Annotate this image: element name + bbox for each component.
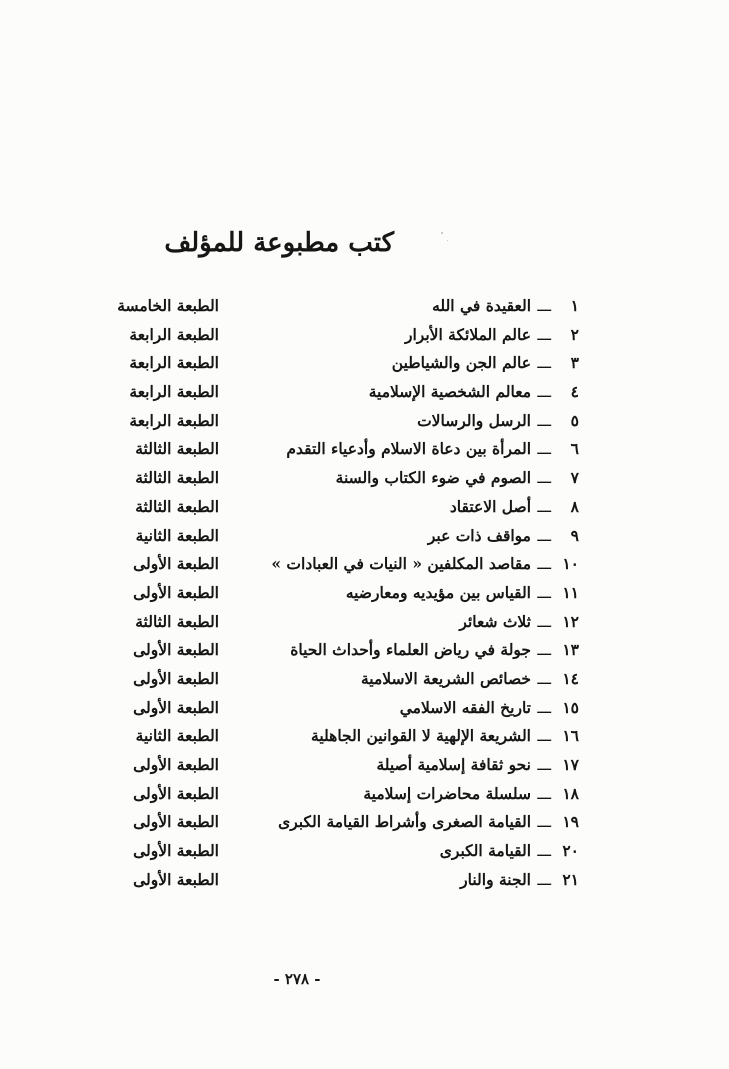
book-number: ٤ <box>570 382 579 402</box>
edition-label: الطبعة الرابعة <box>129 324 219 344</box>
list-item <box>59 378 579 407</box>
book-number: ١٨ <box>562 783 579 803</box>
separator-dash: ـــ <box>537 698 551 717</box>
edition-label: الطبعة الثالثة <box>135 611 219 631</box>
book-title: الشريعة الإلهية لا القوانين الجاهلية <box>311 726 531 746</box>
list-item <box>59 321 579 350</box>
list-item <box>59 579 579 608</box>
book-title: مقاصد المكلفين « النيات في العبادات » <box>271 554 531 574</box>
book-number: ١١ <box>562 582 579 602</box>
book-title: الرسل والرسالات <box>417 410 531 430</box>
book-title: خصائص الشريعة الاسلامية <box>360 668 531 688</box>
book-title: سلسلة محاضرات إسلامية <box>363 783 531 803</box>
list-item <box>59 550 579 579</box>
book-title: القياس بين مؤيديه ومعارضيه <box>345 582 531 602</box>
separator-dash: ـــ <box>537 813 551 832</box>
separator-dash: ـــ <box>537 325 551 344</box>
separator-dash: ـــ <box>537 583 551 602</box>
list-item <box>59 694 579 723</box>
list-item <box>59 608 579 637</box>
page-number: - ٢٧٨ - <box>273 970 321 988</box>
edition-label: الطبعة الثالثة <box>135 439 219 459</box>
book-title: معالم الشخصية الإسلامية <box>368 382 531 402</box>
separator-dash: ـــ <box>537 297 551 315</box>
separator-dash: ـــ <box>537 469 551 488</box>
separator-dash: ـــ <box>537 870 551 889</box>
list-item <box>59 866 579 895</box>
book-number: ١٥ <box>562 697 579 717</box>
separator-dash: ـــ <box>537 411 551 430</box>
book-number: ٩ <box>570 525 579 545</box>
separator-dash: ـــ <box>537 756 551 774</box>
book-number: ٥ <box>570 410 579 430</box>
edition-label: الطبعة الرابعة <box>129 410 219 430</box>
book-title: عالم الملائكة الأبرار <box>404 324 531 344</box>
book-number: ١ <box>570 296 579 315</box>
list-item <box>59 522 579 551</box>
list-item <box>59 665 579 694</box>
book-number: ١٤ <box>562 668 579 688</box>
book-number: ١٢ <box>562 611 579 631</box>
book-number: ٨ <box>570 496 579 516</box>
book-title: الصوم في ضوء الكتاب والسنة <box>335 468 531 488</box>
edition-label: الطبعة الأولى <box>133 783 219 803</box>
list-item <box>59 751 579 780</box>
edition-label: الطبعة الأولى <box>133 755 219 774</box>
book-list <box>59 292 579 894</box>
edition-label: الطبعة الأولى <box>133 582 219 602</box>
book-number: ٢ <box>570 324 579 344</box>
separator-dash: ـــ <box>537 612 551 631</box>
list-item <box>59 435 579 464</box>
list-item <box>59 407 579 436</box>
edition-label: الطبعة الأولى <box>133 640 219 660</box>
book-title: مواقف ذات عبر <box>427 525 531 545</box>
edition-label: الطبعة الرابعة <box>129 382 219 402</box>
book-number: ٢٠ <box>562 841 579 861</box>
book-number: ١٧ <box>562 755 579 774</box>
separator-dash: ـــ <box>537 440 551 459</box>
list-item <box>59 722 579 751</box>
separator-dash: ـــ <box>537 383 551 402</box>
book-number: ١٣ <box>562 640 579 660</box>
separator-dash: ـــ <box>537 727 551 746</box>
separator-dash: ـــ <box>537 526 551 545</box>
list-item <box>59 837 579 866</box>
list-item <box>59 493 579 522</box>
book-title: القيامة الكبرى <box>439 841 531 861</box>
edition-label: الطبعة الأولى <box>133 697 219 717</box>
book-number: ٣ <box>570 353 579 373</box>
book-number: ١٠ <box>562 554 579 574</box>
list-item <box>59 808 579 837</box>
separator-dash: ـــ <box>537 842 551 861</box>
scan-speck <box>447 240 448 241</box>
edition-label: الطبعة الأولى <box>133 668 219 688</box>
list-item <box>59 349 579 378</box>
list-item <box>59 292 579 321</box>
edition-label: الطبعة الثانية <box>135 726 219 746</box>
separator-dash: ـــ <box>537 354 551 373</box>
list-item <box>59 780 579 809</box>
book-title: القيامة الصغرى وأشراط القيامة الكبرى <box>278 812 531 832</box>
edition-label: الطبعة الثانية <box>135 525 219 545</box>
book-title: المرأة بين دعاة الاسلام وأدعياء التقدم <box>286 439 531 459</box>
book-number: ١٦ <box>562 726 579 746</box>
separator-dash: ـــ <box>537 555 551 574</box>
edition-label: الطبعة الرابعة <box>129 353 219 373</box>
scan-speck <box>441 232 443 234</box>
book-number: ٧ <box>570 468 579 488</box>
book-title: ثلاث شعائر <box>459 611 531 631</box>
book-title: العقيدة في الله <box>432 296 531 315</box>
edition-label: الطبعة الثالثة <box>135 468 219 488</box>
book-title: تاريخ الفقه الاسلامي <box>399 697 531 717</box>
edition-label: الطبعة الأولى <box>133 841 219 861</box>
book-title: أصل الاعتقاد <box>449 496 531 516</box>
book-number: ٦ <box>570 439 579 459</box>
edition-label: الطبعة الأولى <box>133 554 219 574</box>
separator-dash: ـــ <box>537 497 551 516</box>
edition-label: الطبعة الأولى <box>133 812 219 832</box>
edition-label: الطبعة الأولى <box>133 869 219 889</box>
edition-label: الطبعة الثالثة <box>135 496 219 516</box>
book-number: ١٩ <box>562 812 579 832</box>
list-item <box>59 636 579 665</box>
separator-dash: ـــ <box>537 669 551 688</box>
book-number: ٢١ <box>562 869 579 889</box>
book-title: جولة في رياض العلماء وأحداث الحياة <box>290 640 531 660</box>
list-item <box>59 464 579 493</box>
book-title: عالم الجن والشياطين <box>391 353 531 373</box>
edition-label: الطبعة الخامسة <box>117 296 219 315</box>
book-title: نحو ثقافة إسلامية أصيلة <box>376 755 531 774</box>
separator-dash: ـــ <box>537 784 551 803</box>
separator-dash: ـــ <box>537 641 551 660</box>
page-title: كتب مطبوعة للمؤلف <box>164 228 394 258</box>
book-title: الجنة والنار <box>460 869 531 889</box>
